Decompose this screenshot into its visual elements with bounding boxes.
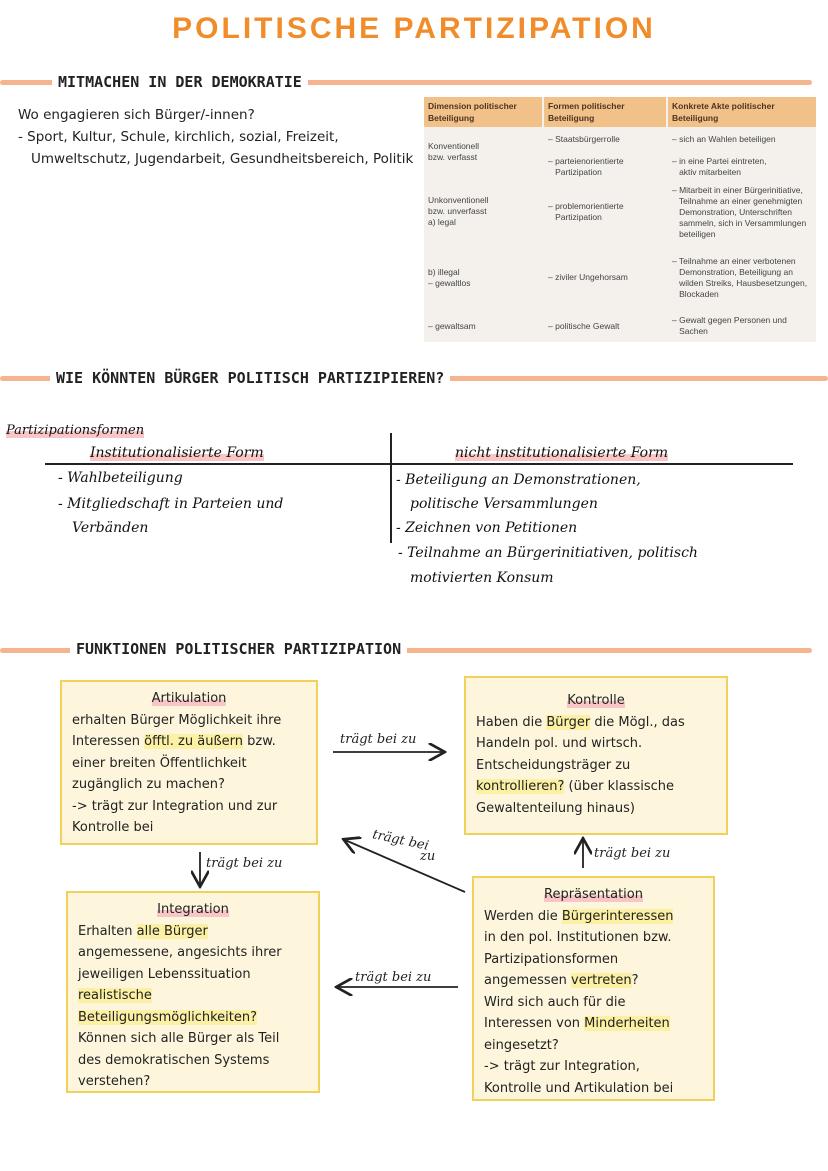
box-title: Repräsentation (544, 887, 643, 902)
box-line: zugänglich zu machen? (72, 777, 225, 792)
box-title: Artikulation (151, 691, 227, 706)
page-title: POLITISCHE PARTIZIPATION (172, 12, 656, 45)
table-cell-forms: – Staatsbürgerrolle – parteienorientierte Partizipation (548, 134, 624, 177)
table-cell-forms: – ziviler Ungehorsam (548, 272, 628, 282)
right-item: politische Versammlungen (410, 496, 598, 512)
box-line: kontrollieren? (über klassische (476, 779, 674, 794)
engagement-line-1: - Sport, Kultur, Schule, kirchlich, sozial, Freizeit, (18, 129, 339, 145)
box-line: angemessen vertreten? (484, 973, 639, 988)
box-line: erhalten Bürger Möglichkeit ihre (72, 712, 282, 728)
box-line: einer breiten Öffentlichkeit (72, 755, 247, 771)
arrow-label-diagonal-2: zu (420, 849, 436, 864)
arrow-label: trägt bei zu (355, 970, 432, 985)
box-line: eingesetzt? (484, 1037, 559, 1053)
box-title: Integration (157, 902, 229, 917)
table-cell-dim: Unkonventionell bzw. unverfasst a) legal (428, 195, 489, 227)
box-line: Kontrolle und Artikulation bei (484, 1080, 674, 1096)
section-heading-funktionen: FUNKTIONEN POLITISCHER PARTIZIPATION (70, 640, 407, 658)
box-line: Interessen öfftl. zu äußern bzw. (72, 734, 276, 749)
table-cell-dim: b) illegal – gewaltlos (428, 267, 471, 288)
box-line: Entscheidungsträger zu (476, 757, 631, 773)
table-header-dimension: Dimension politischer Beteiligung (424, 97, 542, 127)
table-header-forms: Formen politischer Beteiligung (544, 97, 666, 127)
right-item: - Zeichnen von Petitionen (396, 520, 578, 536)
box-line: jeweiligen Lebenssituation (78, 966, 251, 982)
box-line: Gewaltenteilung hinaus) (476, 800, 635, 816)
box-line: verstehen? (78, 1074, 151, 1089)
table-cell-acts: – Teilnahme an einer verbotenen Demonstration, Beteiligung an wilden Streiks, Hausbesetzungen, Blockaden (672, 256, 808, 299)
box-line: des demokratischen Systems (78, 1052, 270, 1068)
forms-label: Partizipationsformen (6, 423, 145, 438)
box-line: in den pol. Institutionen bzw. (484, 930, 672, 945)
left-column-head: Institutionalisierte Form (90, 445, 264, 461)
arrow-label: trägt bei zu (594, 846, 671, 861)
table-cell-acts: – sich an Wahlen beteiligen – in eine Partei eintreten, aktiv mitarbeiten (672, 134, 776, 177)
left-item: - Wahlbeteiligung (58, 470, 183, 486)
section-heading-mitmachen: MITMACHEN IN DER DEMOKRATIE (52, 73, 308, 91)
table-cell-dim: Konventionell bzw. verfasst (428, 141, 480, 162)
box-line: Haben die Bürger die Mögl., das (476, 714, 685, 730)
box-line: -> trägt zur Integration und zur (72, 798, 278, 814)
box-line: Interessen von Minderheiten (484, 1016, 670, 1031)
right-item: - Beteiligung an Demonstrationen, (396, 472, 641, 488)
box-line: Partizipationsformen (484, 951, 619, 967)
arrow-label: trägt bei zu (206, 856, 283, 871)
arrow-label-diagonal: trägt bei (371, 827, 430, 854)
left-item: - Mitgliedschaft in Parteien und (58, 496, 284, 512)
table-cell-forms: – politische Gewalt (548, 321, 620, 331)
box-line: realistische (78, 988, 152, 1003)
question-text: Wo engagieren sich Bürger/-innen? (18, 107, 255, 123)
table-cell-dim: – gewaltsam (428, 321, 476, 331)
table-cell-forms: – problemorientierte Partizipation (548, 201, 624, 222)
box-line: Kontrolle bei (72, 820, 154, 835)
table-cell-acts: – Mitarbeit in einer Bürgerinitiative, Teilnahme an einer genehmigten Demonstration, Unterschriften sammeln, sich in Versammlungen beteiligen (672, 185, 807, 239)
box-title: Kontrolle (567, 693, 625, 708)
right-column-head: nicht institutionalisierte Form (455, 445, 669, 461)
box-line: -> trägt zur Integration, (484, 1059, 640, 1074)
table-header-acts: Konkrete Akte politischer Beteiligung (668, 97, 816, 127)
box-line: Wird sich auch für die (484, 994, 626, 1010)
box-line: Können sich alle Bürger als Teil (78, 1031, 280, 1046)
right-item: - Teilnahme an Bürgerinitiativen, politisch (398, 545, 698, 561)
right-item: motivierten Konsum (410, 570, 554, 586)
box-line: Erhalten alle Bürger (78, 923, 208, 939)
box-line: angemessene, angesichts ihrer (78, 945, 282, 960)
table-cell-acts: – Gewalt gegen Personen und Sachen (672, 315, 787, 336)
box-line: Handeln pol. und wirtsch. (476, 736, 643, 751)
left-item: Verbänden (72, 520, 149, 536)
box-line: Beteiligungsmöglichkeiten? (78, 1009, 257, 1025)
section-heading-partizipieren: WIE KÖNNTEN BÜRGER POLITISCH PARTIZIPIEREN? (50, 369, 450, 387)
box-line: Werden die Bürgerinteressen (484, 908, 674, 924)
arrow-label: trägt bei zu (340, 732, 417, 747)
engagement-line-2: Umweltschutz, Jugendarbeit, Gesundheitsbereich, Politik (31, 151, 414, 167)
